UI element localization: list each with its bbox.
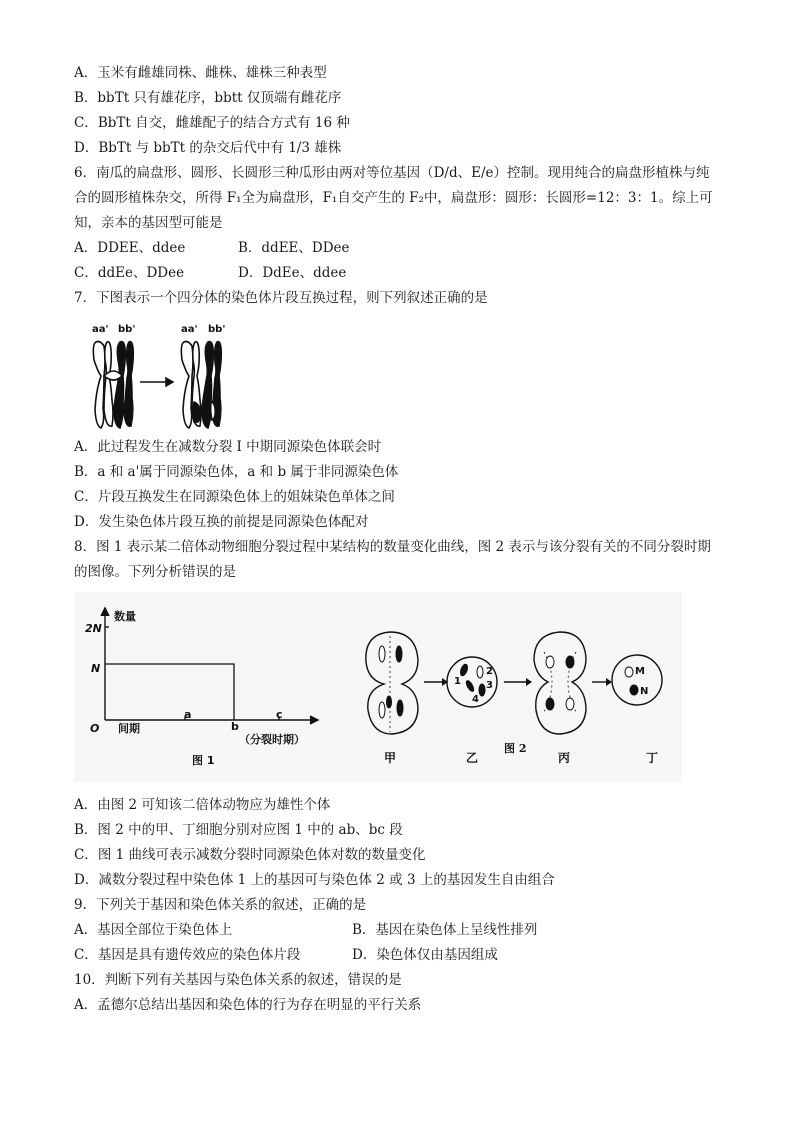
q6-option-c: C．ddEe、DDee <box>74 265 185 281</box>
q5-option-c: C．BbTt 自交，雌雄配子的结合方式有 16 种 <box>74 115 350 131</box>
q7-left-chromosomes <box>93 342 133 429</box>
fig2-cell-yi-label: 乙 <box>466 751 479 765</box>
q7-option-a: A．此过程发生在减数分裂 I 中期同源染色体联会时 <box>74 439 382 455</box>
q6-option-a: A．DDEE、ddee <box>74 240 186 256</box>
q5-option-a: A．玉米有雌雄同株、雌株、雄株三种表型 <box>74 65 327 81</box>
fig2-cell-jia-label: 甲 <box>384 751 397 765</box>
fig1-ylabel: 数量 <box>114 610 136 623</box>
fig1-caption: 图 1 <box>192 754 215 767</box>
fig2-label-3: 3 <box>486 680 493 691</box>
q7-label-bb-left: bb' <box>118 324 136 335</box>
q5-option-b: B．bbTt 只有雄花序，bbtt 仅顶端有雌花序 <box>74 90 342 106</box>
fig1-xtick-interphase: 间期 <box>118 722 140 735</box>
fig2-label-n: N <box>640 686 649 697</box>
q7-label-aa-left: aa' <box>92 324 109 335</box>
fig2-label-4: 4 <box>472 694 479 705</box>
q9-option-c: C．基因是具有遗传效应的染色体片段 <box>74 947 301 963</box>
fig2-label-2: 2 <box>486 666 493 677</box>
fig1-xtick-b: b <box>231 720 239 733</box>
q8-option-c: C．图 1 曲线可表示减数分裂时同源染色体对数的数量变化 <box>74 847 426 863</box>
q7-option-c: C．片段互换发生在同源染色体上的姐妹染色单体之间 <box>74 489 395 505</box>
q7-right-chromosomes <box>181 342 221 429</box>
q10-stem: 10．判断下列有关基因与染色体关系的叙述，错误的是 <box>74 972 402 988</box>
q7-stem: 7．下图表示一个四分体的染色体片段互换过程，则下列叙述正确的是 <box>74 290 488 306</box>
fig2-cell-bing-label: 丙 <box>558 751 571 765</box>
q8-stem-line2: 的图像。下列分析错误的是 <box>74 564 236 580</box>
q8-option-a: A．由图 2 可知该二倍体动物应为雄性个体 <box>74 797 331 813</box>
fig1-tick-2n: 2N <box>85 622 102 635</box>
q6-option-b: B．ddEE、DDee <box>238 240 350 256</box>
fig1-tick-n: N <box>91 662 101 675</box>
fig1-xtick-c: c <box>276 708 283 721</box>
fig1-xlabel: （分裂时期） <box>239 733 305 746</box>
q9-option-b: B．基因在染色体上呈线性排列 <box>352 922 538 938</box>
q6-stem-line1: 6．南瓜的扁盘形、圆形、长圆形三种瓜形由两对等位基因（D/d、E/e）控制。现用纯合的扁盘形植株与纯 <box>74 165 710 181</box>
q6-option-d: D．DdEe、ddee <box>238 265 347 281</box>
q8-stem-line1: 8．图 1 表示某二倍体动物细胞分裂过程中某结构的数量变化曲线，图 2 表示与该分裂有关的不同分裂时期 <box>74 539 711 555</box>
q9-stem: 9．下列关于基因和染色体关系的叙述，正确的是 <box>74 897 367 913</box>
fig2-label-m: M <box>635 666 645 677</box>
fig1-origin: O <box>90 722 100 735</box>
q8-figure-1 <box>74 592 344 782</box>
q8-figure-2 <box>344 592 682 782</box>
q6-stem-line2: 合的圆形植株杂交，所得 F₁全为扁盘形，F₁自交产生的 F₂中，扁盘形：圆形：长圆形=12：3：1。综上可 <box>74 190 713 206</box>
q8-option-d: D．减数分裂过程中染色体 1 上的基因可与染色体 2 或 3 上的基因发生自由组合 <box>74 872 555 888</box>
q9-option-d: D．染色体仅由基因组成 <box>352 947 498 963</box>
q7-crossover-figure <box>74 310 244 435</box>
q7-option-d: D．发生染色体片段互换的前提是同源染色体配对 <box>74 514 369 530</box>
fig2-cell-ding-label: 丁 <box>646 751 659 765</box>
q7-label-aa-right: aa' <box>181 324 198 335</box>
q5-option-d: D．BbTt 与 bbTt 的杂交后代中有 1/3 雄株 <box>74 140 342 156</box>
q8-option-b: B．图 2 中的甲、丁细胞分别对应图 1 中的 ab、bc 段 <box>74 822 403 838</box>
q9-option-a: A．基因全部位于染色体上 <box>74 922 233 938</box>
q10-option-a: A．孟德尔总结出基因和染色体的行为存在明显的平行关系 <box>74 997 422 1013</box>
fig2-caption: 图 2 <box>504 742 527 755</box>
q7-label-bb-right: bb' <box>208 324 226 335</box>
q6-stem-line3: 知，亲本的基因型可能是 <box>74 215 223 231</box>
q7-option-b: B．a 和 a'属于同源染色体，a 和 b 属于非同源染色体 <box>74 464 399 480</box>
fig1-xtick-a: a <box>184 708 192 721</box>
arrow-right-icon <box>140 378 173 386</box>
fig2-label-1: 1 <box>454 676 461 687</box>
